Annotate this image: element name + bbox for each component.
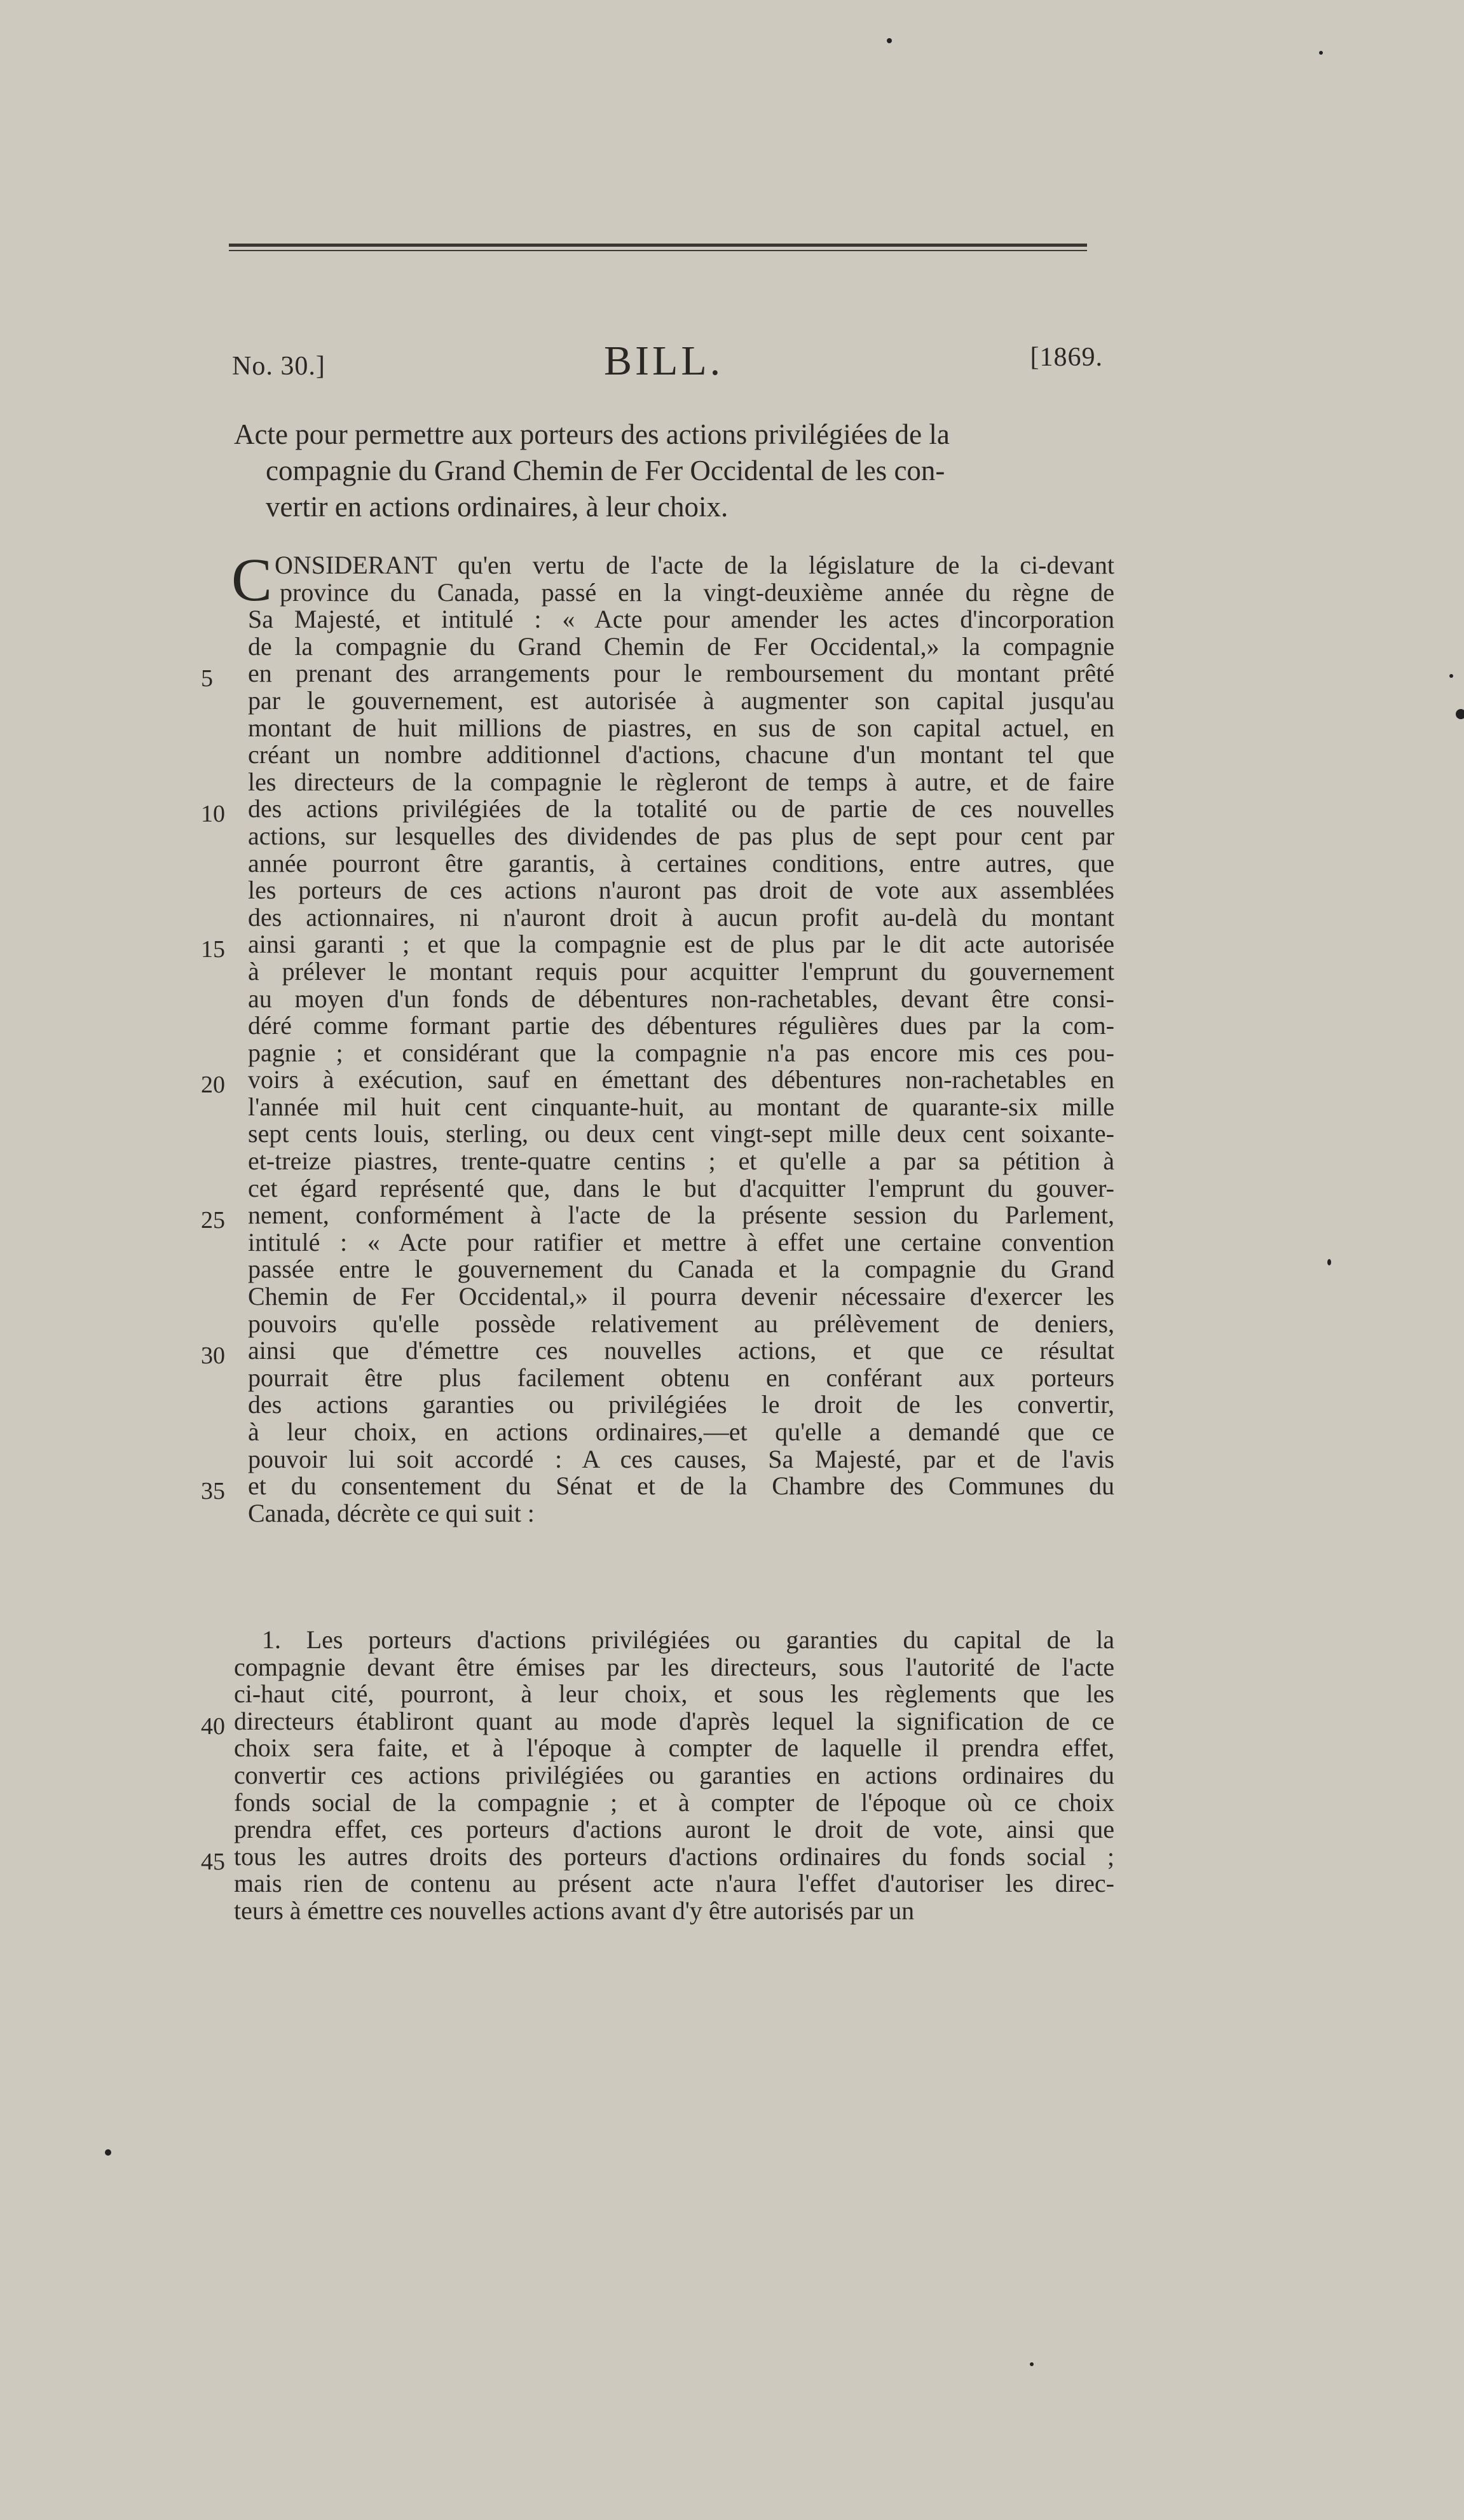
line-text: année pourront être garantis, à certaines conditions, entre autres, que xyxy=(248,848,1114,878)
line-text: actions, sur lesquelles des dividendes de pas plus de sept pour cent par xyxy=(248,821,1114,850)
line-text: ainsi garanti ; et que la compagnie est de plus par le dit acte autorisée xyxy=(248,930,1114,959)
line-text: de la compagnie du Grand Chemin de Fer Occidental,» la compagnie xyxy=(248,631,1114,661)
line-text: directeurs établiront quant au mode d'après lequel la signification de ce xyxy=(234,1706,1114,1735)
line-text: voirs à exécution, sauf en émettant des débentures non-rachetables en xyxy=(248,1065,1114,1094)
line-text: prendra effet, ces porteurs d'actions auront le droit de vote, ainsi que xyxy=(234,1815,1114,1844)
text-line xyxy=(234,1229,1114,1257)
line-text: les directeurs de la compagnie le règleront de temps à autre, et de faire xyxy=(248,767,1114,796)
drop-cap: C xyxy=(231,546,273,614)
line-text: pagnie ; et considérant que la compagnie n'a pas encore mis ces pou- xyxy=(248,1038,1114,1067)
line-text: et-treize piastres, trente-quatre centins ; et qu'elle a par sa pétition à xyxy=(248,1146,1114,1176)
line-text: Chemin de Fer Occidental,» il pourra devenir nécessaire d'exercer les xyxy=(248,1282,1114,1311)
line-number: 45 xyxy=(201,1848,225,1875)
text-line xyxy=(201,1065,1114,1099)
line-text: des actionnaires, ni n'auront droit à aucun profit au-delà du montant xyxy=(248,902,1114,932)
line-text: tous les autres droits des porteurs d'actions ordinaires du fonds social ; xyxy=(234,1842,1114,1871)
text-line xyxy=(234,715,1114,742)
line-text: pourrait être plus facilement obtenu en conférant aux porteurs xyxy=(248,1363,1114,1392)
text-line xyxy=(234,904,1114,932)
text-line xyxy=(234,1040,1114,1067)
line-number: 40 xyxy=(201,1712,225,1740)
text-line xyxy=(234,579,1114,607)
text-line xyxy=(234,1789,1114,1817)
top-rule-thick xyxy=(229,244,1087,247)
line-number: 35 xyxy=(201,1478,225,1505)
top-rule-thin xyxy=(229,250,1087,251)
line-text: ONSIDERANT qu'en vertu de l'acte de la législature de la ci-devant xyxy=(275,551,1114,579)
line-text: Sa Majesté, et intitulé : « Acte pour amender les actes d'incorporation xyxy=(248,605,1114,634)
text-line xyxy=(234,606,1114,633)
line-text: compagnie devant être émises par les directeurs, sous l'autorité de l'acte xyxy=(234,1652,1114,1681)
line-text: à leur choix, en actions ordinaires,—et qu'elle a demandé que ce xyxy=(248,1417,1114,1446)
section-1 xyxy=(201,1625,1114,1925)
line-text: montant de huit millions de piastres, en sus de son capital actuel, en xyxy=(248,713,1114,742)
line-text: et du consentement du Sénat et de la Chambre des Communes du xyxy=(248,1471,1114,1501)
text-line xyxy=(234,850,1114,878)
text-line xyxy=(234,633,1114,661)
line-text: pouvoirs qu'elle possède relativement au prélèvement de deniers, xyxy=(248,1309,1114,1338)
line-text: mais rien de contenu au présent acte n'aura l'effet d'autoriser les direc- xyxy=(234,1869,1114,1898)
text-line xyxy=(234,1419,1114,1446)
bill-title: BILL. xyxy=(604,338,724,384)
text-line xyxy=(234,986,1114,1013)
text-line xyxy=(234,1120,1114,1148)
line-text: ci-haut cité, pourront, à leur choix, et sous les règlements que les xyxy=(234,1679,1114,1709)
line-text: passée entre le gouvernement du Canada et la compagnie du Grand xyxy=(248,1255,1114,1284)
subtitle-line: Acte pour permettre aux porteurs des actions privilégiées de la xyxy=(234,418,950,450)
text-line xyxy=(201,1706,1114,1740)
line-text: nement, conformément à l'acte de la présente session du Parlement, xyxy=(248,1201,1114,1230)
text-line xyxy=(201,1201,1114,1234)
preamble xyxy=(201,546,1114,1527)
line-text: intitulé : « Acte pour ratifier et mettre à effet une certaine convention xyxy=(248,1227,1114,1257)
text-line xyxy=(201,1336,1114,1370)
line-number: 10 xyxy=(201,801,225,828)
text-line xyxy=(234,1012,1114,1040)
bill-header xyxy=(232,337,1103,394)
text-line xyxy=(234,1446,1114,1473)
line-text: à prélever le montant requis pour acquitter l'emprunt du gouvernement xyxy=(248,956,1114,986)
text-line xyxy=(234,741,1114,769)
line-text: créant un nombre additionnel d'actions, chacune d'un montant tel que xyxy=(248,740,1114,769)
text-line xyxy=(201,930,1114,963)
text-line xyxy=(201,659,1114,692)
text-line xyxy=(234,552,1114,579)
line-text: déré comme formant partie des débentures régulières dues par la com- xyxy=(248,1011,1114,1040)
line-number: 30 xyxy=(201,1342,225,1370)
line-number: 20 xyxy=(201,1071,225,1099)
subtitle-line: compagnie du Grand Chemin de Fer Occidental de les con- xyxy=(266,455,945,486)
line-text: en prenant des arrangements pour le remboursement du montant prêté xyxy=(248,659,1114,688)
line-text: pouvoir lui soit accordé : A ces causes, Sa Majesté, par et de l'avis xyxy=(248,1444,1114,1473)
line-text: province du Canada, passé en la vingt-deuxième année du règne de xyxy=(280,577,1114,607)
subtitle-line: vertir en actions ordinaires, à leur choix. xyxy=(266,491,729,523)
line-text: au moyen d'un fonds de débentures non-rachetables, devant être consi- xyxy=(248,984,1114,1013)
line-text: choix sera faite, et à l'époque à compter de laquelle il prendra effet, xyxy=(234,1733,1114,1763)
text-line xyxy=(234,877,1114,904)
text-line xyxy=(234,1870,1114,1897)
text-line xyxy=(234,1256,1114,1283)
line-text: ainsi que d'émettre ces nouvelles actions, et que ce résultat xyxy=(248,1336,1114,1365)
text-line xyxy=(234,1500,1114,1527)
text-line xyxy=(234,1094,1114,1121)
line-text: des actions garanties ou privilégiées le droit de les convertir, xyxy=(248,1390,1114,1419)
bill-subtitle xyxy=(234,417,1111,525)
line-text: cet égard représenté que, dans le but d'acquitter l'emprunt du gouver- xyxy=(248,1173,1114,1202)
text-line xyxy=(234,1311,1114,1338)
text-line xyxy=(201,1471,1114,1505)
line-text: Canada, décrète ce qui suit : xyxy=(248,1498,535,1527)
bill-number: No. 30.] xyxy=(232,352,325,381)
line-text: convertir ces actions privilégiées ou garanties en actions ordinaires du xyxy=(234,1760,1114,1789)
bill-year: [1869. xyxy=(1030,343,1103,372)
line-text: les porteurs de ces actions n'auront pas droit de vote aux assemblées xyxy=(248,876,1114,905)
text-line xyxy=(234,1148,1114,1175)
line-text: sept cents louis, sterling, ou deux cent vingt-sept mille deux cent soixante- xyxy=(248,1119,1114,1148)
text-line xyxy=(234,1681,1114,1708)
text-line xyxy=(234,1365,1114,1392)
text-line xyxy=(234,1654,1114,1681)
line-text: des actions privilégiées de la totalité ou de partie de ces nouvelles xyxy=(248,794,1114,823)
text-line xyxy=(234,769,1114,796)
text-line xyxy=(234,1735,1114,1762)
text-line xyxy=(234,1391,1114,1419)
line-text: l'année mil huit cent cinquante-huit, au montant de quarante-six mille xyxy=(248,1092,1114,1121)
line-number: 15 xyxy=(201,936,225,963)
line-number: 5 xyxy=(201,665,213,692)
text-line xyxy=(234,1762,1114,1789)
text-line xyxy=(234,823,1114,850)
text-line xyxy=(201,1842,1114,1875)
line-text: teurs à émettre ces nouvelles actions avant d'y être autorisés par un xyxy=(234,1896,915,1925)
line-text: par le gouvernement, est autorisée à augmenter son capital jusqu'au xyxy=(248,685,1114,715)
text-line xyxy=(234,687,1114,715)
text-line xyxy=(234,1627,1114,1654)
text-line xyxy=(234,1816,1114,1843)
text-line xyxy=(234,1283,1114,1311)
line-number: 25 xyxy=(201,1207,225,1234)
text-line xyxy=(234,1175,1114,1202)
text-line xyxy=(234,1897,1114,1925)
line-text: 1. Les porteurs d'actions privilégiées ou garanties du capital de la xyxy=(262,1625,1114,1654)
text-line xyxy=(234,958,1114,986)
text-line xyxy=(201,794,1114,828)
line-text: fonds social de la compagnie ; et à compter de l'époque où ce choix xyxy=(234,1787,1114,1817)
